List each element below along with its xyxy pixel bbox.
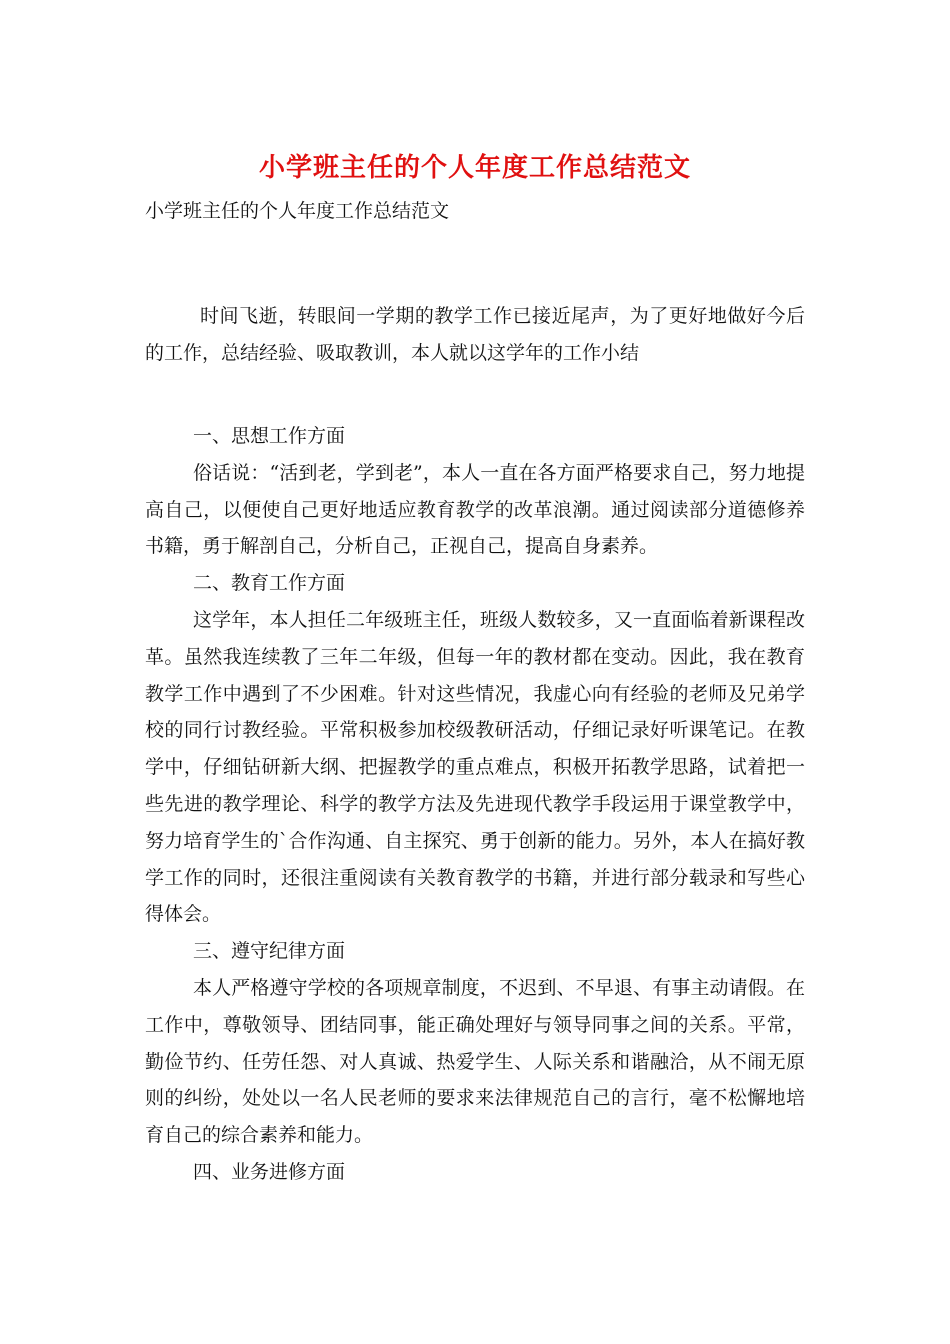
paragraph-gap — [145, 372, 805, 418]
document-subtitle: 小学班主任的个人年度工作总结范文 — [145, 200, 450, 222]
section-heading-thought: 一、思想工作方面 — [193, 425, 346, 447]
section-heading-study: 四、业务进修方面 — [193, 1160, 346, 1183]
section-heading-education: 二、教育工作方面 — [193, 572, 346, 595]
section-body-discipline: 本人严格遵守学校的各项规章制度，不迟到、不早退、有事主动请假。在工作中，尊敬领导、团结同事，能正确处理好与领导同事之间的关系。平常，勤俭节约、任劳任怨、对人真诚、热爱学生、人际关系和谐融洽，从不闹无原则的纠纷，处处以一名人民老师的要求来法律规范自己的言行，毫不松懈地培育自己的综合素养和能力。 — [145, 976, 805, 1147]
section-heading-discipline: 三、遵守纪律方面 — [193, 940, 346, 963]
section-body-education: 这学年，本人担任二年级班主任，班级人数较多，又一直面临着新课程改革。虽然我连续教了三年二年级，但每一年的教材都在变动。因此，我在教育教学工作中遇到了不少困难。针对这些情况，我虚心向有经验的老师及兄弟学校的同行讨教经验。平常积极参加校级教研活动，仔细记录好听课笔记。在教学中，仔细钻研新大纲、把握教学的重点难点，积极开拓教学思路，试着把一些先进的教学理论、科学的教学方法及先进现代教学手段运用于课堂教学中，努力培育学生的`合作沟通、自主探究、勇于创新的能力。另外，本人在搞好教学工作的同时，还很注重阅读有关教育教学的书籍，并进行部分载录和写些心得体会。 — [145, 608, 805, 926]
section-body-thought: 俗话说：“活到老，学到老”，本人一直在各方面严格要求自己，努力地提高自己，以便使自己更好地适应教育教学的改革浪潮。通过阅读部分道德修养书籍，勇于解剖自己，分析自己，正视自己，提高自身素养。 — [145, 461, 805, 558]
intro-paragraph: 时间飞逝，转眼间一学期的教学工作已接近尾声，为了更好地做好今后的工作，总结经验、吸取教训，本人就以这学年的工作小结 — [145, 305, 805, 364]
document-title: 小学班主任的个人年度工作总结范文 — [258, 153, 691, 183]
document-body — [145, 298, 805, 1191]
